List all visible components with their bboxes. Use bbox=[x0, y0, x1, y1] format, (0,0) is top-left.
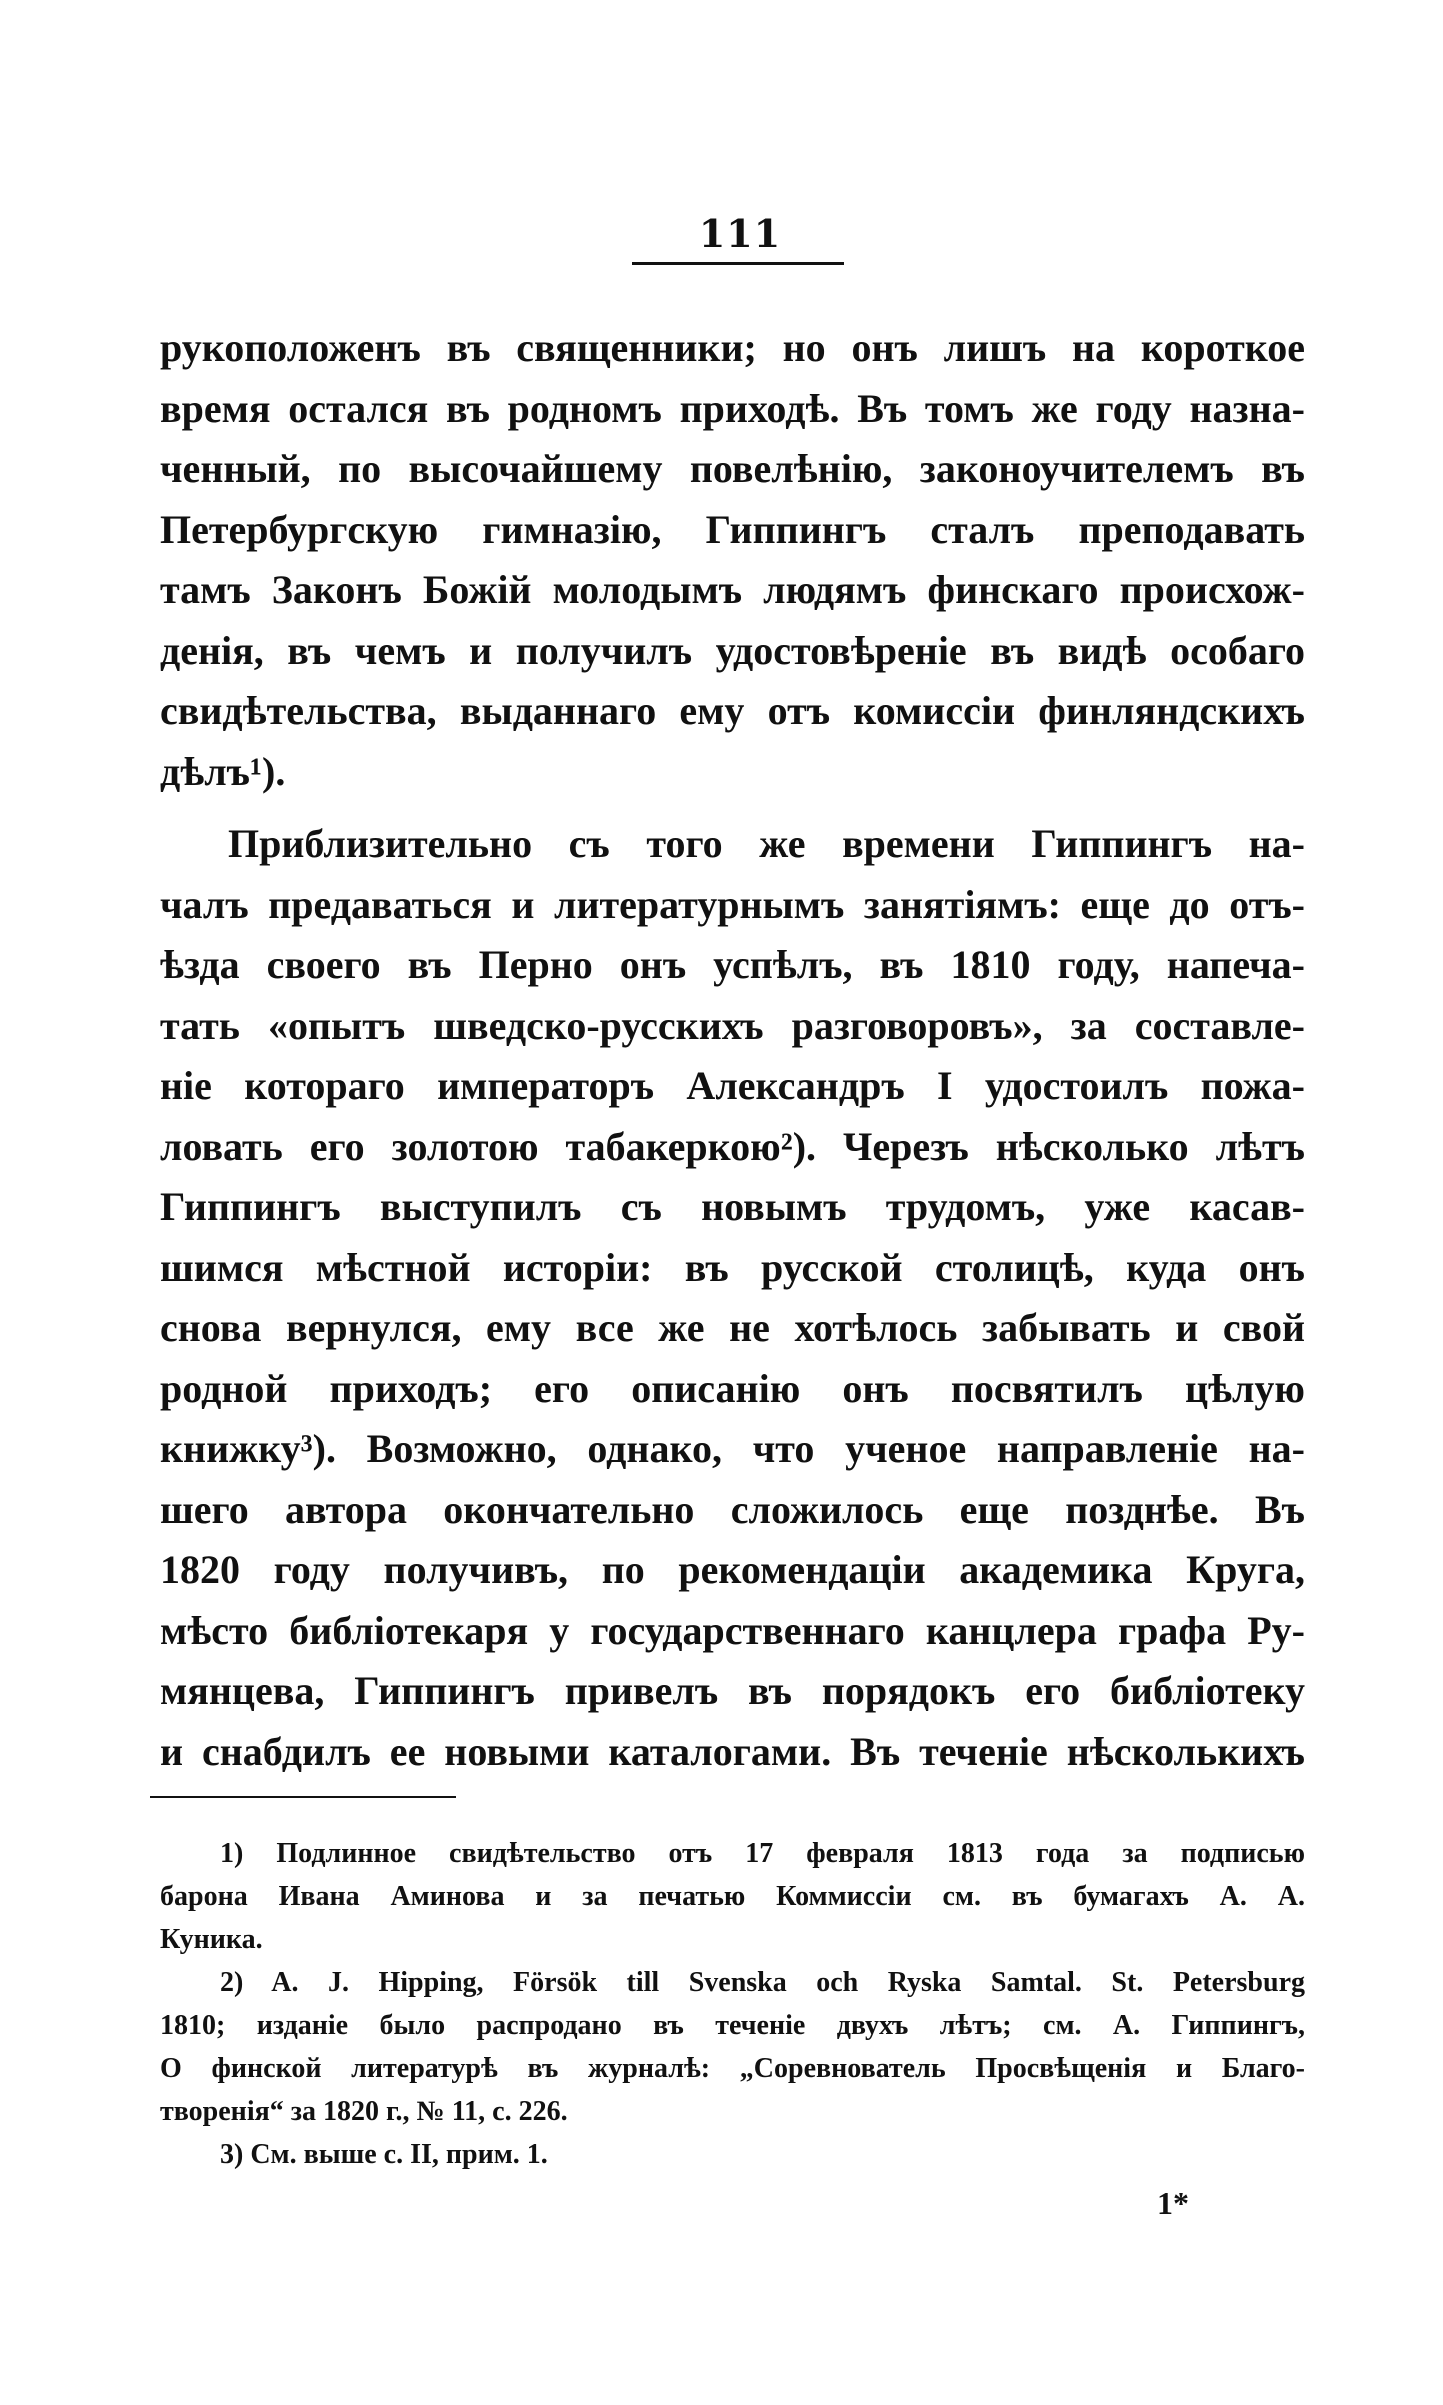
footnote-line: барона Ивана Аминова и за печатью Коммиссіи см. въ бумагахъ А. А. bbox=[160, 1881, 1305, 1912]
footnote-line: О финской литературѣ въ журналѣ: „Соревнователь Просвѣщенія и Благо- bbox=[160, 2053, 1305, 2084]
text-line: ченный, по высочайшему повелѣнію, законоучителемъ въ bbox=[160, 446, 1305, 491]
printer-signature-mark: 1* bbox=[1157, 2185, 1189, 2221]
text-line: 1820 году получивъ, по рекомендаціи академика Круга, bbox=[160, 1547, 1305, 1592]
text-line: чалъ предаваться и литературнымъ занятіямъ: еще до отъ- bbox=[160, 881, 1305, 927]
footnote-line: 2) A. J. Hipping, Försök till Svenska och Ryska Samtal. St. Petersburg bbox=[220, 1967, 1305, 1998]
text-line: рукоположенъ въ священники; но онъ лишъ на короткое bbox=[160, 325, 1305, 370]
text-line: тамъ Законъ Божій молодымъ людямъ финскаго происхож- bbox=[160, 567, 1305, 612]
text-line: Приблизительно съ того же времени Гиппингъ на- bbox=[228, 821, 1305, 866]
footnote-line: 3) См. выше с. II, прим. 1. bbox=[220, 2139, 548, 2170]
footnote-line: 1810; изданіе было распродано въ теченіе двухъ лѣтъ; см. А. Гиппингъ, bbox=[160, 2010, 1305, 2041]
text-line: денія, въ чемъ и получилъ удостовѣреніе въ видѣ особаго bbox=[160, 627, 1305, 673]
text-line: ловать его золотою табакеркою²). Черезъ нѣсколько лѣтъ bbox=[160, 1123, 1305, 1169]
text-line: снова вернулся, ему все же не хотѣлось забывать и свой bbox=[160, 1305, 1305, 1350]
text-line: мянцева, Гиппингъ привелъ въ порядокъ его библіотеку bbox=[160, 1668, 1305, 1713]
text-line: мѣсто библіотекаря у государственнаго канцлера графа Ру- bbox=[160, 1607, 1305, 1653]
paragraph-gap bbox=[160, 802, 1305, 814]
text-line: и снабдилъ ее новыми каталогами. Въ теченіе нѣсколькихъ bbox=[160, 1728, 1305, 1774]
page-number: 111 bbox=[698, 211, 782, 256]
footnote-separator bbox=[150, 1796, 456, 1798]
text-line: ѣзда своего въ Перно онъ успѣлъ, въ 1810 году, напеча- bbox=[160, 942, 1305, 987]
text-line: тать «опытъ шведско-русскихъ разговоровъ», за составле- bbox=[160, 1002, 1305, 1048]
text-line: Петербургскую гимназію, Гиппингъ сталъ преподавать bbox=[160, 506, 1305, 552]
footnote-line: творенія“ за 1820 г., № 11, с. 226. bbox=[160, 2096, 568, 2127]
footnote-line: 1) Подлинное свидѣтельство отъ 17 февраля 1813 года за подписью bbox=[220, 1838, 1305, 1869]
text-line: шего автора окончательно сложилось еще позднѣе. Въ bbox=[160, 1486, 1305, 1532]
text-line: ніе котораго императоръ Александръ I удостоилъ пожа- bbox=[160, 1063, 1305, 1108]
main-text bbox=[160, 318, 1305, 1782]
text-line: родной приходъ; его описанію онъ посвятилъ цѣлую bbox=[160, 1365, 1305, 1411]
text-line: свидѣтельства, выданнаго ему отъ комиссіи финляндскихъ bbox=[160, 688, 1305, 733]
header-rule bbox=[632, 262, 844, 265]
footnotes bbox=[160, 1832, 1305, 2176]
text-line: время остался въ родномъ приходѣ. Въ томъ же году назна- bbox=[160, 385, 1305, 431]
text-line: шимся мѣстной исторіи: въ русской столицѣ, куда онъ bbox=[160, 1244, 1305, 1290]
footnote-line: Куника. bbox=[160, 1924, 263, 1955]
text-line: книжку³). Возможно, однако, что ученое направленіе на- bbox=[160, 1426, 1305, 1471]
text-line: дѣлъ¹). bbox=[160, 748, 286, 794]
text-line: Гиппингъ выступилъ съ новымъ трудомъ, уже касав- bbox=[160, 1184, 1305, 1229]
